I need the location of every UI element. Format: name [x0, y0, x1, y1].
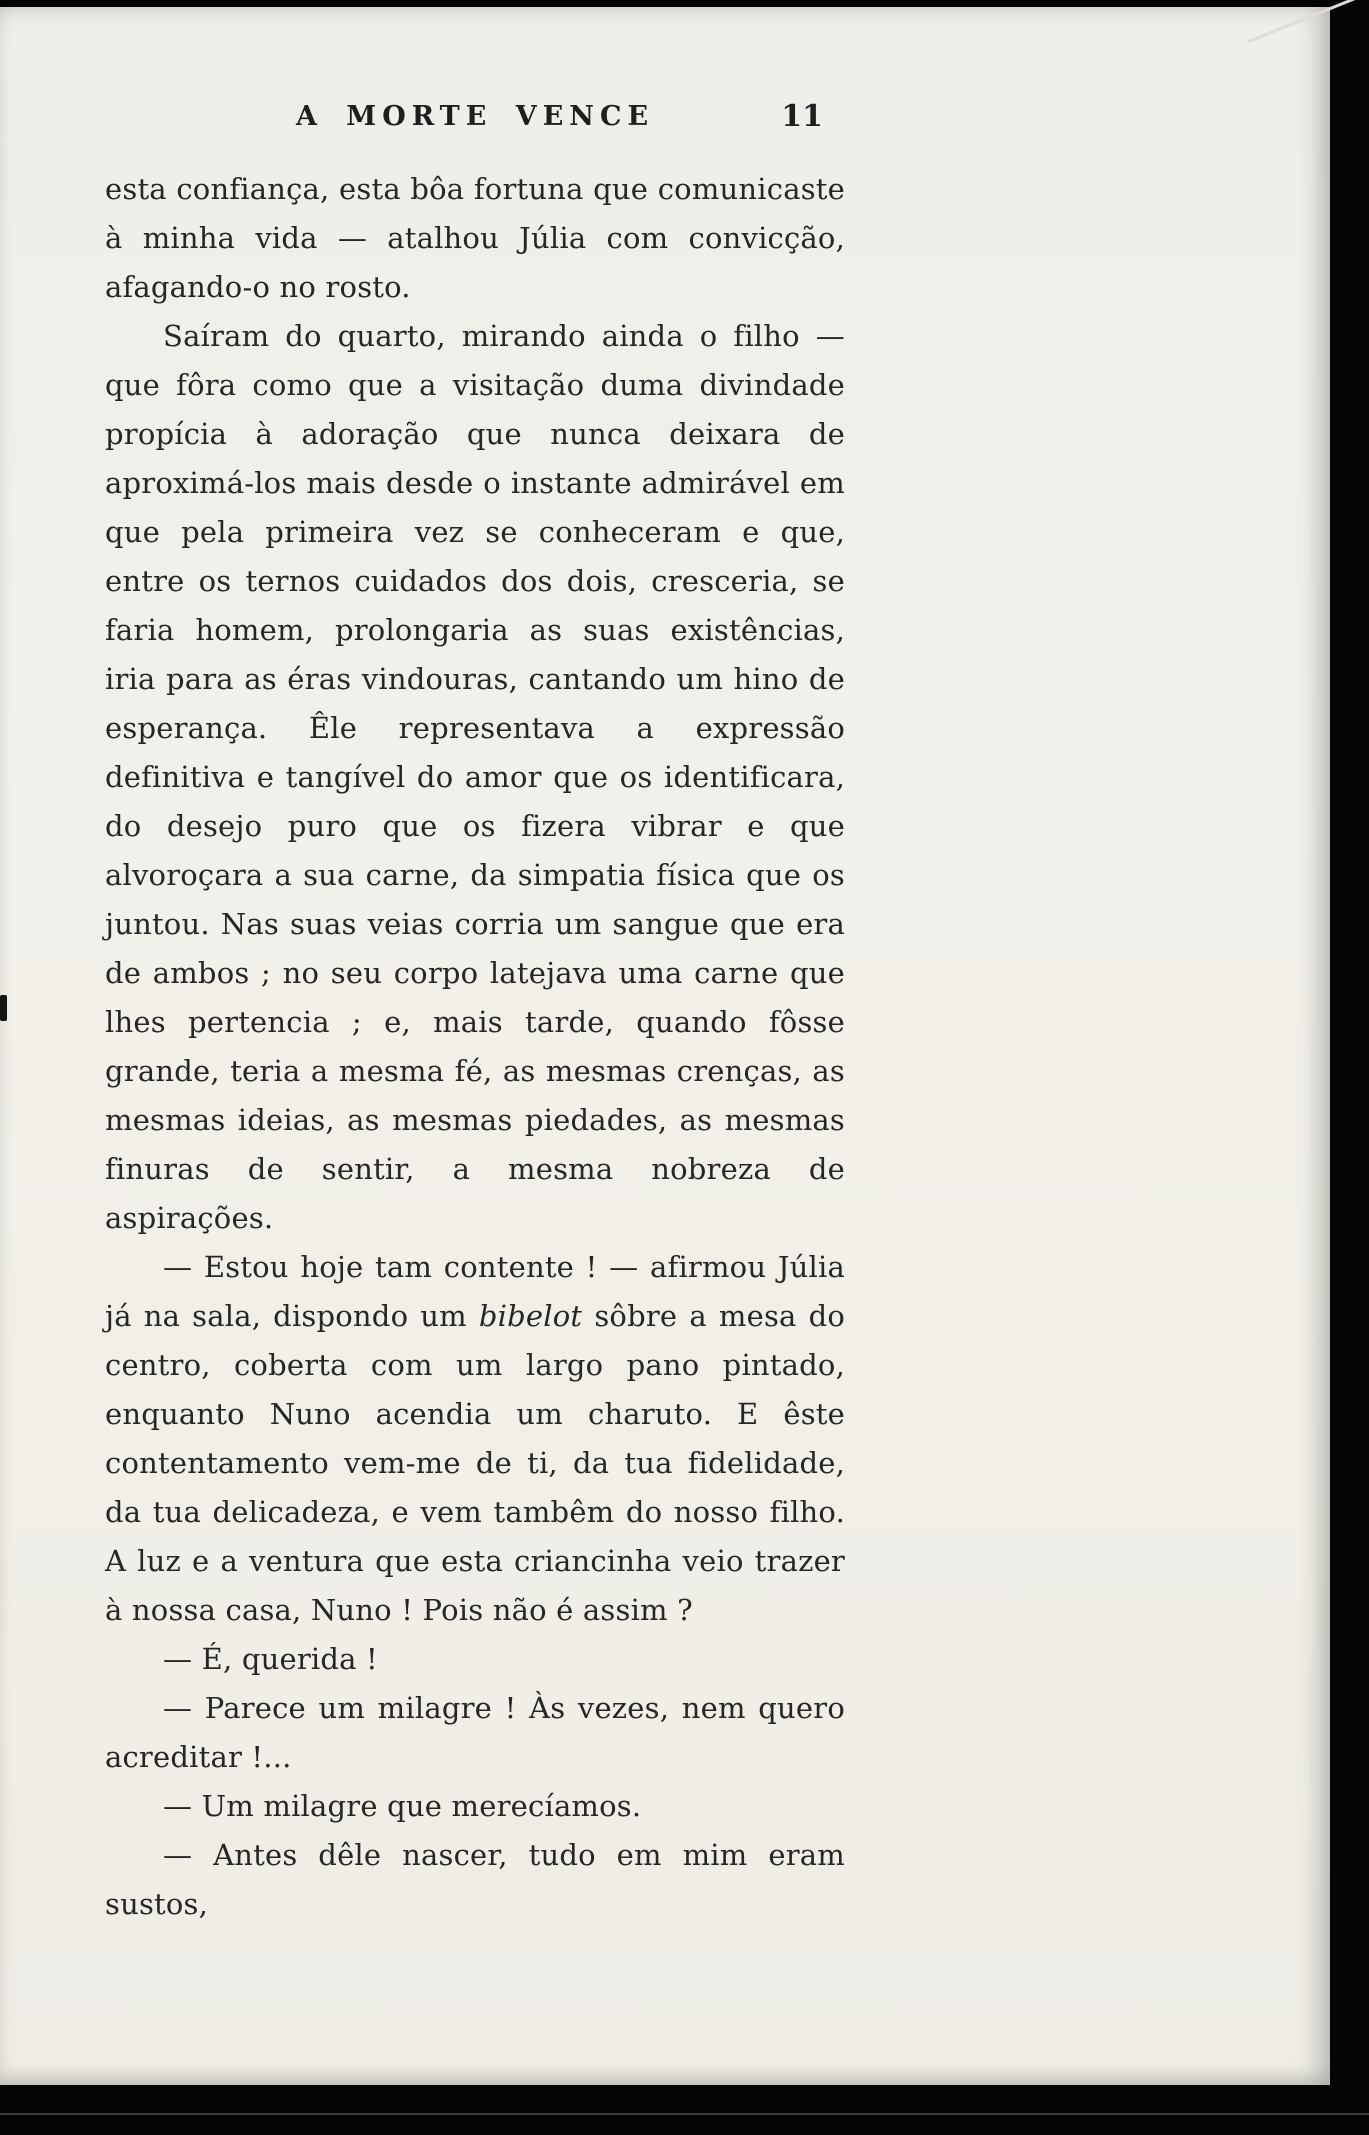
- scan-border-bottom: [0, 2085, 1369, 2135]
- scan-border-right: [1330, 0, 1369, 2135]
- paragraph: [105, 1831, 845, 1929]
- paragraph: [105, 165, 845, 312]
- page-number: 11: [781, 99, 823, 134]
- running-title: A MORTE VENCE: [295, 101, 655, 132]
- scan-page-edge-line: [0, 2113, 1369, 2115]
- text-segment: — Parece um milagre ! Às vezes, nem quero acreditar !...: [105, 1691, 845, 1774]
- page-header: [105, 101, 845, 141]
- text-segment: esta confiança, esta bôa fortuna que comunicaste à minha vida — atalhou Júlia com convicção, afagando-o no rosto.: [105, 172, 845, 304]
- text-block: [105, 165, 845, 1929]
- paragraph: [105, 1782, 845, 1831]
- paragraph: [105, 1684, 845, 1782]
- paragraph: [105, 1635, 845, 1684]
- paragraph: [105, 1243, 845, 1635]
- text-segment: Saíram do quarto, mirando ainda o filho — que fôra como que a visitação duma divindade propícia à adoração que nunca deixara de aproximá-los mais desde o instante admirável em que pela primeira vez se conheceram e que, entre os ternos cuidados dos dois, cresceria, se faria homem, prolongaria as suas existências, iria para as éras vindouras, cantando um hino de esperança. Êle representava a expressão definitiva e tangível do amor que os identificara, do desejo puro que os fizera vibrar e que alvoroçara a sua carne, da simpatia física que os juntou. Nas suas veias corria um sangue que era de ambos ; no seu corpo latejava uma carne que lhes pertencia ; e, mais tarde, quando fôsse grande, teria a mesma fé, as mesmas crenças, as mesmas ideias, as mesmas piedades, as mesmas finuras de sentir, a mesma nobreza de aspirações.: [105, 319, 845, 1235]
- paragraph: [105, 312, 845, 1243]
- text-segment: — Um milagre que merecíamos.: [163, 1789, 642, 1823]
- text-segment: — Antes dêle nascer, tudo em mim eram sustos,: [105, 1838, 845, 1921]
- scan-border-top: [0, 0, 1369, 7]
- text-segment: — Estou hoje tam contente ! — afirmou Júlia já na sala, dispondo um: [105, 1250, 845, 1333]
- book-page: [0, 7, 1331, 2086]
- text-segment: — É, querida !: [163, 1642, 378, 1676]
- text-segment: bibelot: [478, 1299, 583, 1333]
- text-segment: sôbre a mesa do centro, coberta com um largo pano pintado, enquanto Nuno acendia um charuto. E êste contentamento vem-me de ti, da tua fidelidade, da tua delicadeza, e vem tambêm do nosso filho. A luz e a ventura que esta criancinha veio trazer à nossa casa, Nuno ! Pois não é assim ?: [105, 1299, 845, 1627]
- scan-ink-smudge: [0, 995, 7, 1021]
